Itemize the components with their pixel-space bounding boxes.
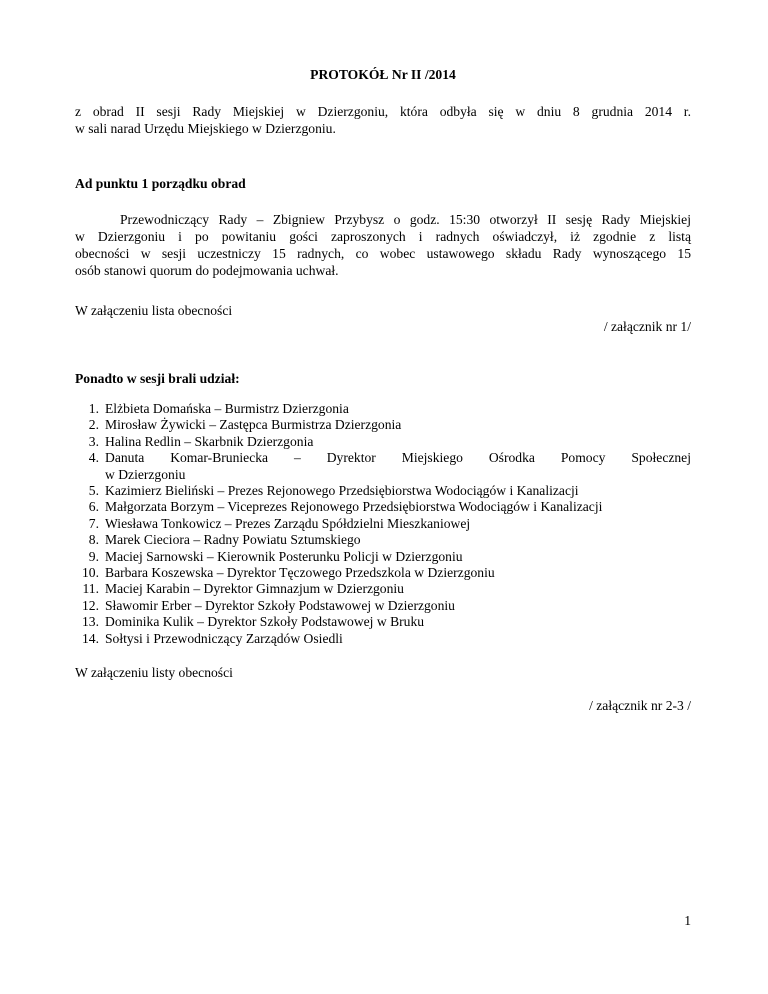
section-1-line-3: obecności w sesji uczestniczy 15 radnych, co wobec ustawowego składu Rady wynoszącego 15: [75, 246, 691, 261]
list-item: 10. Barbara Koszewska – Dyrektor Tęczowego Przedszkola w Dzierzgoniu: [82, 565, 495, 581]
list-item: 2. Mirosław Żywicki – Zastępca Burmistrza Dzierzgonia: [88, 417, 402, 433]
section-1-line-4: osób stanowi quorum do podejmowania uchwał.: [75, 263, 339, 278]
list-item: 5. Kazimierz Bieliński – Prezes Rejonowego Przedsiębiorstwa Wodociągów i Kanalizacji: [88, 483, 579, 499]
section-1-paragraph: [75, 211, 691, 279]
document-title: PROTOKÓŁ Nr II /2014: [310, 67, 456, 82]
section-2-heading: Ponadto w sesji brali udział:: [75, 371, 240, 386]
attachment-2-reference: / załącznik nr 2-3 /: [589, 698, 691, 713]
list-item: 9. Maciej Sarnowski – Kierownik Posterunku Policji w Dzierzgoniu: [88, 548, 463, 564]
attachment-1-reference: / załącznik nr 1/: [603, 319, 691, 334]
intro-line-1: z obrad II sesji Rady Miejskiej w Dzierzgoniu, która odbyła się w dniu 8 grudnia 2014 r.: [75, 104, 691, 119]
document-page: [75, 0, 691, 994]
section-1-line-1: Przewodniczący Rady – Zbigniew Przybysz o godz. 15:30 otworzył II sesję Rady Miejskiej: [120, 212, 691, 227]
page-number: 1: [684, 913, 691, 928]
intro-paragraph: [75, 103, 691, 137]
list-item: 3. Halina Redlin – Skarbnik Dzierzgonia: [88, 433, 314, 449]
attachment-1-label: W załączeniu lista obecności: [75, 303, 233, 318]
list-item: 12. Sławomir Erber – Dyrektor Szkoły Podstawowej w Dzierzgoniu: [82, 597, 455, 613]
list-item: 13. Dominika Kulik – Dyrektor Szkoły Podstawowej w Bruku: [82, 614, 425, 630]
list-item: 8. Marek Cieciora – Radny Powiatu Sztumskiego: [88, 532, 361, 548]
attachment-2-label: W załączeniu listy obecności: [75, 665, 233, 680]
list-item: 4. Danuta Komar-Bruniecka – Dyrektor Miejskiego Ośrodka Pomocy Społecznej w Dzierzgoniu: [88, 450, 691, 482]
list-item: 11. Maciej Karabin – Dyrektor Gimnazjum w Dzierzgoniu: [82, 581, 404, 597]
intro-line-2: w sali narad Urzędu Miejskiego w Dzierzgoniu.: [75, 121, 336, 136]
list-item: 7. Wiesława Tonkowicz – Prezes Zarządu Spółdzielni Mieszkaniowej: [88, 515, 471, 531]
list-item: 1. Elżbieta Domańska – Burmistrz Dzierzgonia: [88, 401, 349, 416]
list-item: 14. Sołtysi i Przewodniczący Zarządów Osiedli: [82, 630, 343, 646]
section-1-line-2: w Dzierzgoniu i po powitaniu gości zaproszonych i radnych oświadczył, iż zgodnie z listą: [75, 229, 691, 244]
section-1-heading: Ad punktu 1 porządku obrad: [75, 176, 246, 191]
participants-list: [75, 401, 691, 647]
list-item: 6. Małgorzata Borzym – Viceprezes Rejonowego Przedsiębiorstwa Wodociągów i Kanalizacji: [88, 499, 603, 515]
